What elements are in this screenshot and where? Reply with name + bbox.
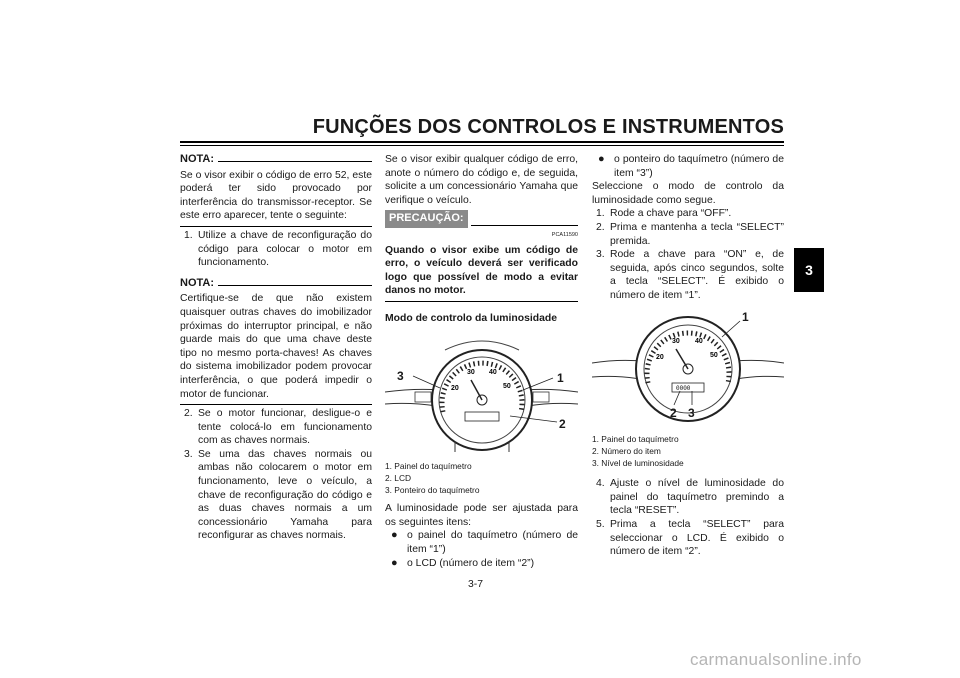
caution-code: PCA11590 [551, 231, 578, 238]
svg-text:30: 30 [467, 368, 475, 376]
watermark[interactable]: carmanualsonline.info [690, 650, 862, 669]
chapter-tab: 3 [794, 248, 824, 292]
bullet-text: o LCD (número de item “2”) [407, 557, 535, 569]
step-number: 3. [596, 249, 605, 261]
figure-callout: 1 [557, 371, 564, 386]
note-label: NOTA: [180, 153, 215, 165]
figure-callout: 3 [397, 369, 404, 384]
caution-end-rule [385, 301, 578, 302]
step-2 [184, 407, 372, 448]
note-end-rule [180, 404, 372, 405]
header-rule [180, 141, 784, 143]
figure-callout: 2 [670, 406, 677, 421]
step-text: Utilize a chave de reconfiguração do código para colocar o motor em funcionamento. [198, 229, 372, 269]
step-number: 4. [596, 478, 605, 490]
svg-text:30: 30 [672, 337, 680, 345]
body-text: A luminosidade pode ser ajustada para os seguintes itens: [385, 503, 578, 528]
bullet-item: ● o painel do taquímetro (número de item “1”) [391, 529, 578, 555]
figure-callout: 1 [742, 310, 749, 325]
svg-text:20: 20 [451, 384, 459, 392]
column-3 [592, 153, 784, 559]
note-end-rule [180, 226, 372, 227]
step-text: Se o motor funcionar, desligue-o e tente colocá-lo em funcionamento com as chaves normais. [198, 408, 372, 447]
step-text: Rode a chave para “OFF”. [610, 208, 732, 220]
caution-label: PRECAUÇÃO: [385, 210, 468, 228]
bullet-item: ● o LCD (número de item “2”) [391, 557, 578, 571]
speedometer-figure-1 [385, 330, 578, 457]
figure-caption: 2. LCD [385, 473, 412, 484]
section-title: Modo de controlo da luminosidade [385, 312, 558, 324]
figure-caption: 1. Painel do taquímetro [592, 434, 679, 445]
step-2 [596, 221, 784, 248]
step-4 [596, 477, 784, 518]
figure-caption: 1. Painel do taquímetro [385, 461, 472, 472]
speedometer-figure-2 [592, 307, 784, 430]
step-number: 2. [596, 221, 605, 233]
step-number: 1. [184, 229, 193, 241]
svg-text:40: 40 [695, 337, 703, 345]
step-text: Prima e mantenha a tecla “SELECT” premida. [610, 221, 784, 247]
figure-callout: 2 [559, 417, 566, 432]
page-title: FUNÇÕES DOS CONTROLOS E INSTRUMENTOS [312, 116, 784, 138]
page-number: 3-7 [468, 579, 484, 590]
body-text: Seleccione o modo de controlo da luminosidade como segue. [592, 181, 784, 206]
svg-text:40: 40 [489, 368, 497, 376]
bullet-text: o ponteiro do taquímetro (número de item “3”) [614, 154, 784, 179]
step-number: 1. [596, 208, 605, 220]
step-3 [184, 448, 372, 543]
header-rule-thin [180, 145, 784, 146]
step-1 [596, 207, 784, 221]
column-1 [180, 153, 372, 543]
caution-heading [385, 210, 578, 228]
step-number: 5. [596, 518, 605, 530]
figure-caption: 2. Número do item [592, 446, 661, 457]
note-heading [180, 153, 372, 167]
figure-callout: 3 [688, 406, 695, 421]
step-text: Prima a tecla “SELECT” para seleccionar o LCD. É exibido o número de item “2”. [610, 518, 784, 558]
step-text: Rode a chave para “ON” e, de seguida, após cinco segundos, solte a tecla “SELECT”. É exibido o número de item “1”. [610, 249, 784, 301]
bullet-item: ● o ponteiro do taquímetro (número de item “3”) [598, 153, 784, 179]
step-3 [596, 248, 784, 302]
note-heading [180, 277, 372, 291]
step-number: 2. [184, 408, 193, 420]
column-2 [385, 153, 578, 570]
intro-text: Se o visor exibir qualquer código de erro, anote o número do código e, de seguida, solicite a um concessionário Yamaha que verifique o veículo. [385, 154, 578, 206]
step-1 [184, 229, 372, 270]
step-text: Ajuste o nível de luminosidade do painel do taquímetro premindo a tecla “RESET”. [610, 478, 784, 517]
bullet-text: o painel do taquímetro (número de item “1”) [407, 530, 578, 555]
svg-text:50: 50 [503, 382, 511, 390]
step-5 [596, 518, 784, 559]
svg-text:50: 50 [710, 351, 718, 359]
svg-text:20: 20 [656, 353, 664, 361]
caution-text: Quando o visor exibe um código de erro, o veículo deverá ser verificado logo que possível de modo a evitar danos no motor. [385, 244, 578, 297]
note-label: NOTA: [180, 276, 215, 289]
figure-caption: 3. Ponteiro do taquímetro [385, 485, 480, 496]
note-text: Se o visor exibir o código de erro 52, este poderá ter sido provocado por interferência do transmissor-receptor. Se este erro aparecer, tente o seguinte: [180, 169, 372, 222]
step-text: Se uma das chaves normais ou ambas não colocarem o motor em funcionamento, leve o veículo, a chave de reconfiguração do código e as duas chaves normais a um concessionário Yamaha para reconfigurar as chaves normais. [198, 448, 372, 542]
svg-text:0000: 0000 [676, 384, 691, 392]
step-number: 3. [184, 448, 193, 460]
figure-caption: 3. Nível de luminosidade [592, 458, 684, 469]
note-text: Certifique-se de que não existem quaisquer outras chaves do imobilizador próximas do interruptor principal, e não guarde mais do que uma chave deste tipo no mesmo porta-chaves! As chaves do sistema imobilizador podem provocar interferência, o que poderá impedir o motor de funcionar. [180, 293, 372, 400]
